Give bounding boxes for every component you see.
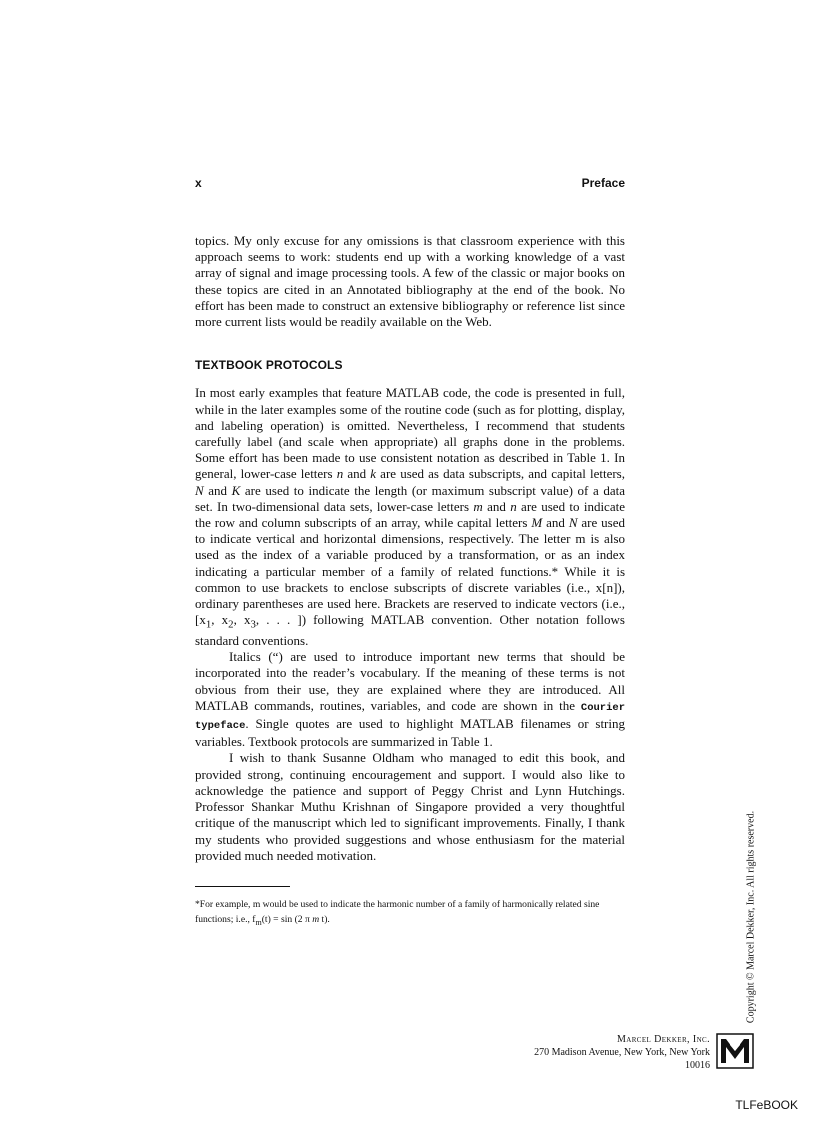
footnote-rule: [195, 886, 290, 887]
body-text: [195, 233, 625, 864]
paragraph-italics: Italics (“) are used to introduce important new terms that should be incorporated into the reader’s vocabulary. If the meaning of these terms is not obvious from their use, they are explained where they are introduced. All MATLAB commands, routines, variables, and code are shown in the Courier typeface. Single quotes are used to highlight MATLAB filenames or string variables. Textbook protocols are summarized in Table 1.: [195, 649, 625, 750]
paragraph-acknowledgements: I wish to thank Susanne Oldham who managed to edit this book, and provided strong, continuing encouragement and support. I would also like to acknowledge the patience and support of Peggy Christ and Lynn Hutchings. Professor Shankar Muthu Krishnan of Singapore provided a very thoughtful critique of the manuscript which led to significant improvements. Finally, I thank my students who provided suggestions and whose enthusiasm for the material provided much needed motivation.: [195, 750, 625, 863]
footnote: *For example, m would be used to indicate the harmonic number of a family of harmonically related sine functions; i.e., $f_m(t) = \sin (2$ π m t).: [195, 899, 600, 927]
copyright-notice: Copyright © Marcel Dekker, Inc. All rights reserved.: [745, 810, 757, 1024]
page-number: x: [195, 176, 202, 190]
publisher-name: Marcel Dekker, Inc.: [616, 1034, 710, 1045]
watermark-text: TLFeBOOK: [735, 1098, 798, 1112]
courier-sample: Courier typeface: [195, 701, 625, 733]
paragraph-protocols: In most early examples that feature MATLAB code, the code is presented in full, while in the later examples some of the routine code (such as for plotting, display, and labeling operation) is omitted. Nevertheless, I recommend that students carefully label (and scale when appropriate) all graphs done in the problems. Some effort has been made to use consistent notation as described in Table 1. In general, lower-case letters n and k are used as data subscripts, and capital letters, N and K are used to indicate the length (or maximum subscript value) of a data set. In two-dimensional data sets, lower-case letters m and n are used to indicate the row and column subscripts of an array, while capital letters M and N are used to indicate vertical and horizontal dimensions, respectively. The letter m is also used as the index of a variable produced by a transformation, or as an index indicating a particular member of a family of related functions.* While it is common to use brackets to enclose subscripts of discrete variables (i.e., x[n]), ordinary parentheses are used here. Brackets are reserved to indicate vectors (i.e., [$x_1$, $x_2$, $x_3$, . . . ]) following MATLAB convention. Other notation follows standard conventions.: [195, 385, 626, 649]
publisher-address: 270 Madison Avenue, New York, New York 10016: [534, 1047, 710, 1071]
section-heading: TEXTBOOK PROTOCOLS: [195, 358, 343, 373]
paragraph-continued: topics. My only excuse for any omissions is that classroom experience with this approach seems to work: students end up with a working knowledge of a vast array of signal and image processing tools. A few of the classic or major books on these topics are cited in an Annotated bibliography at the end of the book. No effort has been made to construct an extensive bibliography or reference list since more current lists would be readily available on the Web.: [195, 233, 625, 330]
running-title: Preface: [581, 176, 625, 190]
publisher-imprint: [510, 1033, 710, 1072]
publisher-logo-icon: [716, 1033, 754, 1069]
